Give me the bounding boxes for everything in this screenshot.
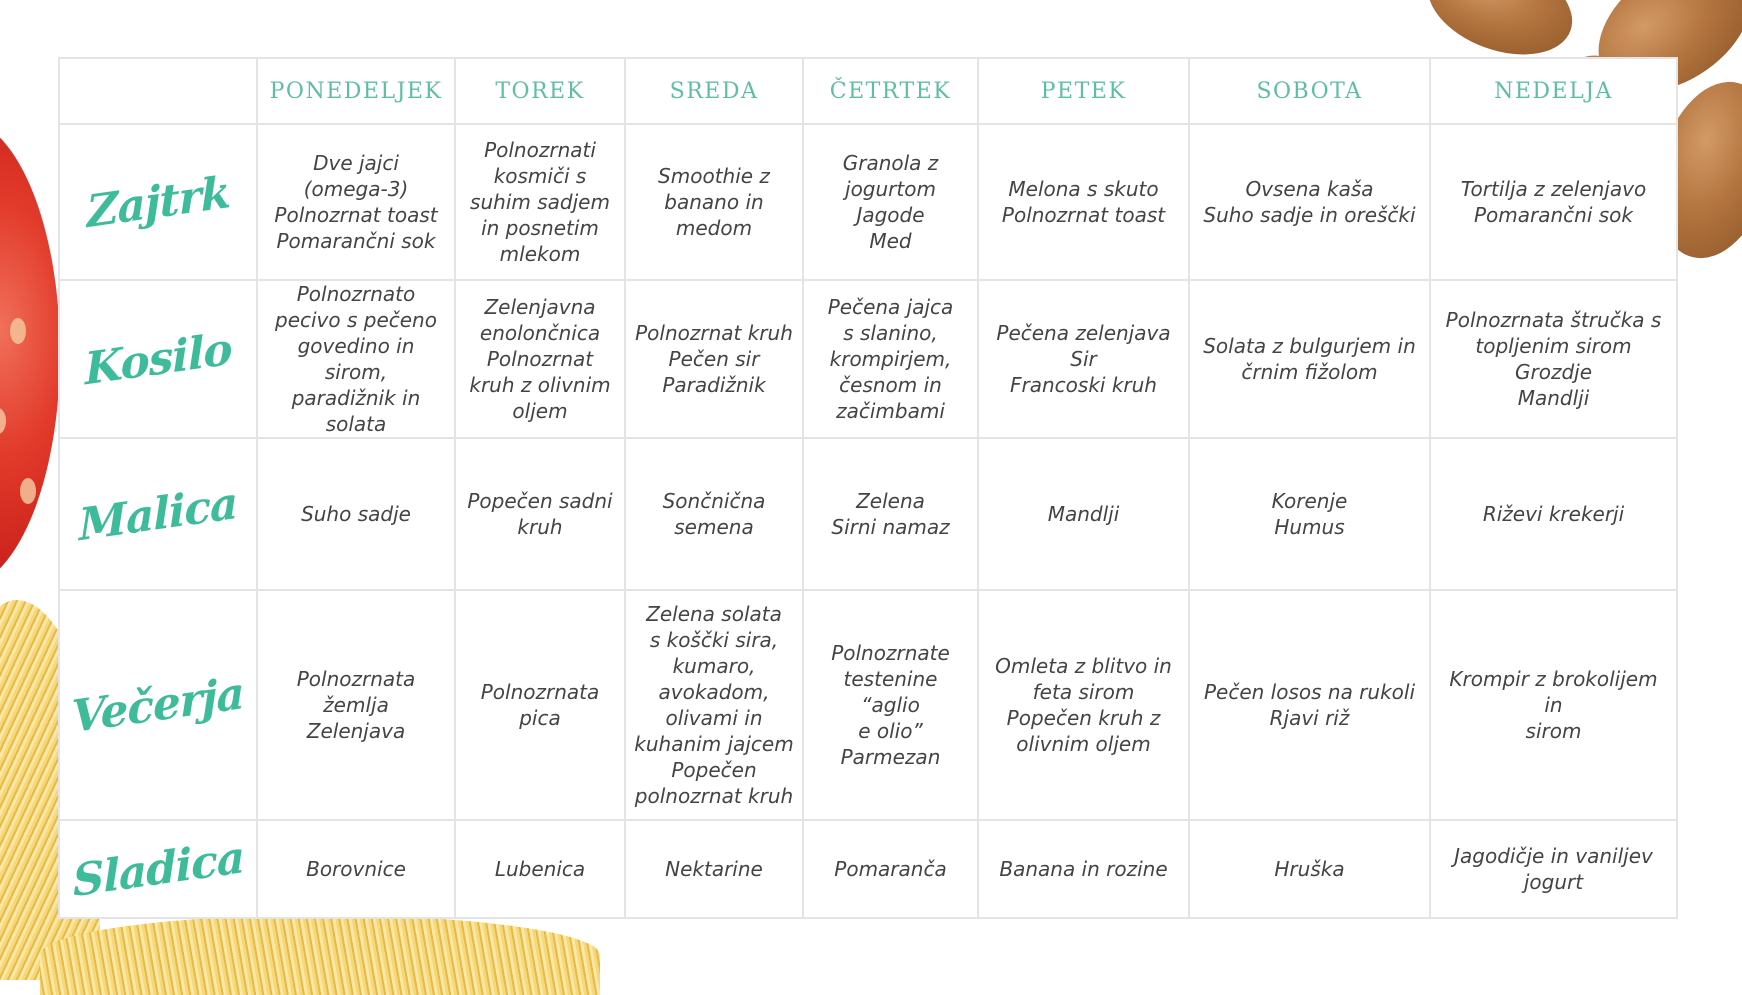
- meal-cell: Solata z bulgurjem in črnim fižolom: [1189, 280, 1430, 438]
- meal-label-lunch: Kosilo: [59, 280, 257, 438]
- meal-cell: Pečena jajca s slanino, krompirjem, česnom in začimbami: [803, 280, 978, 438]
- day-header-wednesday: SREDA: [625, 58, 803, 124]
- meal-cell: Polnozrnata pica: [455, 590, 625, 820]
- meal-cell: Ovsena kaša Suho sadje in oreščki: [1189, 124, 1430, 280]
- meal-row-lunch: [59, 280, 1677, 438]
- meal-cell: Hruška: [1189, 820, 1430, 918]
- day-header-thursday: ČETRTEK: [803, 58, 978, 124]
- meal-cell: Dve jajci (omega-3) Polnozrnat toast Pomarančni sok: [257, 124, 455, 280]
- meal-cell: Popečen sadni kruh: [455, 438, 625, 590]
- meal-label-snack: Malica: [59, 438, 257, 590]
- meal-row-breakfast: [59, 124, 1677, 280]
- meal-cell: Lubenica: [455, 820, 625, 918]
- meal-cell: Polnozrnati kosmiči s suhim sadjem in posnetim mlekom: [455, 124, 625, 280]
- meal-row-dessert: [59, 820, 1677, 918]
- meal-label-dessert: Sladica: [59, 820, 257, 918]
- header-row: [59, 58, 1677, 124]
- meal-cell: Nektarine: [625, 820, 803, 918]
- tomato-seed: [0, 408, 6, 434]
- day-header-saturday: SOBOTA: [1189, 58, 1430, 124]
- meal-cell: Omleta z blitvo in feta sirom Popečen kruh z olivnim oljem: [978, 590, 1189, 820]
- tomato-image: [0, 118, 60, 588]
- tomato-seed: [10, 318, 26, 344]
- meal-plan-table: [58, 57, 1678, 919]
- meal-cell: Polnozrnata štručka s topljenim sirom Grozdje Mandlji: [1430, 280, 1677, 438]
- meal-cell: Krompir z brokolijem in sirom: [1430, 590, 1677, 820]
- meal-label-breakfast: Zajtrk: [59, 124, 257, 280]
- meal-cell: Riževi krekerji: [1430, 438, 1677, 590]
- meal-cell: Sončnična semena: [625, 438, 803, 590]
- day-header-friday: PETEK: [978, 58, 1189, 124]
- meal-cell: Suho sadje: [257, 438, 455, 590]
- tomato-seed: [20, 478, 36, 504]
- meal-label-dinner: Večerja: [59, 590, 257, 820]
- meal-cell: Polnozrnat kruh Pečen sir Paradižnik: [625, 280, 803, 438]
- pasta-image-bottom: [40, 915, 600, 995]
- meal-cell: Zelenjavna enolončnica Polnozrnat kruh z olivnim oljem: [455, 280, 625, 438]
- day-header-tuesday: TOREK: [455, 58, 625, 124]
- meal-row-snack: [59, 438, 1677, 590]
- meal-cell: Granola z jogurtom Jagode Med: [803, 124, 978, 280]
- meal-cell: Polnozrnato pecivo s pečeno govedino in sirom, paradižnik in solata: [257, 280, 455, 438]
- meal-cell: Smoothie z banano in medom: [625, 124, 803, 280]
- meal-cell: Polnozrnate testenine “aglio e olio” Parmezan: [803, 590, 978, 820]
- meal-cell: Borovnice: [257, 820, 455, 918]
- day-header-sunday: NEDELJA: [1430, 58, 1677, 124]
- meal-cell: Zelena Sirni namaz: [803, 438, 978, 590]
- meal-cell: Pečen losos na rukoli Rjavi riž: [1189, 590, 1430, 820]
- meal-cell: Jagodičje in vaniljev jogurt: [1430, 820, 1677, 918]
- meal-cell: Polnozrnata žemlja Zelenjava: [257, 590, 455, 820]
- meal-cell: Tortilja z zelenjavo Pomarančni sok: [1430, 124, 1677, 280]
- meal-cell: Melona s skuto Polnozrnat toast: [978, 124, 1189, 280]
- meal-cell: Zelena solata s koščki sira, kumaro, avokadom, olivami in kuhanim jajcem Popečen polnozrnat kruh: [625, 590, 803, 820]
- meal-cell: Pomaranča: [803, 820, 978, 918]
- corner-cell: [59, 58, 257, 124]
- meal-cell: Pečena zelenjava Sir Francoski kruh: [978, 280, 1189, 438]
- meal-cell: Korenje Humus: [1189, 438, 1430, 590]
- meal-cell: Banana in rozine: [978, 820, 1189, 918]
- day-header-monday: PONEDELJEK: [257, 58, 455, 124]
- meal-cell: Mandlji: [978, 438, 1189, 590]
- meal-row-dinner: [59, 590, 1677, 820]
